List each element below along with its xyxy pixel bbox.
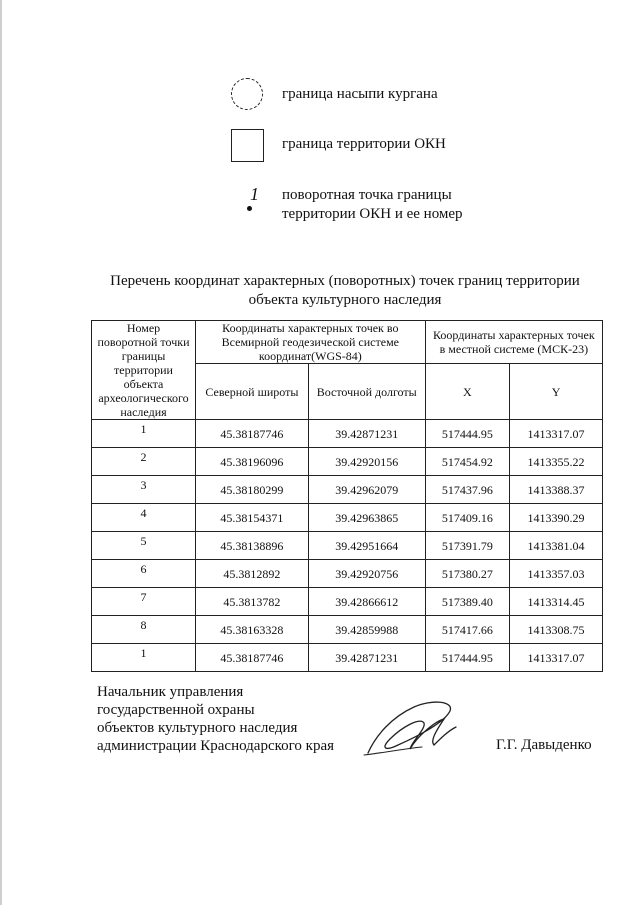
cell-point-number: 2: [92, 448, 196, 476]
col-header-x: X: [425, 364, 509, 420]
cell-y: 1413308.75: [510, 616, 603, 644]
cell-y: 1413381.04: [510, 532, 603, 560]
col-header-lon: Восточной долготы: [308, 364, 425, 420]
sign-line1: Начальник управления: [97, 684, 244, 700]
cell-lat: 45.38154371: [196, 504, 309, 532]
cell-x: 517454.92: [425, 448, 509, 476]
legend-text-point-line2: территории ОКН и ее номер: [282, 206, 463, 222]
cell-point-number: 6: [92, 560, 196, 588]
dashed-circle-icon: [230, 78, 264, 112]
cell-point-number: 8: [92, 616, 196, 644]
cell-x: 517391.79: [425, 532, 509, 560]
cell-x: 517444.95: [425, 420, 509, 448]
table-row: [92, 448, 603, 476]
legend-text-point-line1: поворотная точка границы: [282, 187, 452, 203]
cell-lon: 39.42920756: [308, 560, 425, 588]
cell-lat: 45.38196096: [196, 448, 309, 476]
cell-y: 1413355.22: [510, 448, 603, 476]
cell-point-number: 4: [92, 504, 196, 532]
table-row: [92, 504, 603, 532]
turning-point-number: 1: [250, 184, 259, 204]
col-header-y: Y: [510, 364, 603, 420]
table-row: [92, 644, 603, 672]
cell-x: 517417.66: [425, 616, 509, 644]
cell-y: 1413357.03: [510, 560, 603, 588]
legend-text-point: [282, 186, 463, 224]
signature-block: [97, 683, 334, 755]
cell-lon: 39.42871231: [308, 420, 425, 448]
cell-lat: 45.38187746: [196, 644, 309, 672]
cell-point-number: 3: [92, 476, 196, 504]
table-row: [92, 532, 603, 560]
turning-point-icon: [230, 186, 264, 220]
table-row: [92, 420, 603, 448]
sign-line4: администрации Краснодарского края: [97, 738, 335, 754]
cell-x: 517437.96: [425, 476, 509, 504]
title-line2: объекта культурного наследия: [248, 292, 442, 308]
cell-lat: 45.38180299: [196, 476, 309, 504]
cell-y: 1413388.37: [510, 476, 603, 504]
table-row: [92, 560, 603, 588]
handwritten-signature: [362, 695, 462, 761]
cell-x: 517380.27: [425, 560, 509, 588]
page-edge: [0, 0, 6, 905]
square-icon: [230, 128, 264, 162]
cell-x: 517409.16: [425, 504, 509, 532]
table-row: [92, 588, 603, 616]
cell-lon: 39.42920156: [308, 448, 425, 476]
signer-name: Г.Г. Давыденко: [496, 737, 592, 753]
cell-lon: 39.42866612: [308, 588, 425, 616]
cell-lat: 45.38163328: [196, 616, 309, 644]
cell-lon: 39.42962079: [308, 476, 425, 504]
cell-lon: 39.42859988: [308, 616, 425, 644]
cell-point-number: 5: [92, 532, 196, 560]
cell-lat: 45.3813782: [196, 588, 309, 616]
legend-item-mound: [230, 78, 438, 112]
cell-x: 517389.40: [425, 588, 509, 616]
title-line1: Перечень координат характерных (поворотных) точек границ территории: [110, 273, 580, 289]
legend-text-territory: граница территории ОКН: [282, 136, 446, 152]
legend-text-mound: граница насыпи кургана: [282, 86, 438, 102]
cell-lon: 39.42963865: [308, 504, 425, 532]
sign-line3: объектов культурного наследия: [97, 720, 298, 736]
col-group-wgs84: Координаты характерных точек во Всемирной геодезической системе координат(WGS-84): [196, 321, 426, 364]
cell-point-number: 1: [92, 644, 196, 672]
table-row: [92, 476, 603, 504]
col-group-msk23: Координаты характерных точек в местной системе (МСК-23): [425, 321, 602, 364]
cell-point-number: 7: [92, 588, 196, 616]
cell-lat: 45.3812892: [196, 560, 309, 588]
cell-point-number: 1: [92, 420, 196, 448]
legend-item-territory: [230, 128, 446, 162]
table-row: [92, 616, 603, 644]
cell-x: 517444.95: [425, 644, 509, 672]
cell-lat: 45.38138896: [196, 532, 309, 560]
cell-lon: 39.42951664: [308, 532, 425, 560]
col-header-lat: Северной широты: [196, 364, 309, 420]
sign-line2: государственной охраны: [97, 702, 255, 718]
cell-y: 1413317.07: [510, 420, 603, 448]
page-title: [90, 272, 600, 310]
cell-y: 1413317.07: [510, 644, 603, 672]
cell-lat: 45.38187746: [196, 420, 309, 448]
legend-item-point: [230, 186, 463, 224]
cell-y: 1413390.29: [510, 504, 603, 532]
col-header-point: Номер поворотной точки границы территории объекта археологического наследия: [92, 321, 196, 420]
coordinates-table: [91, 320, 603, 672]
cell-y: 1413314.45: [510, 588, 603, 616]
cell-lon: 39.42871231: [308, 644, 425, 672]
